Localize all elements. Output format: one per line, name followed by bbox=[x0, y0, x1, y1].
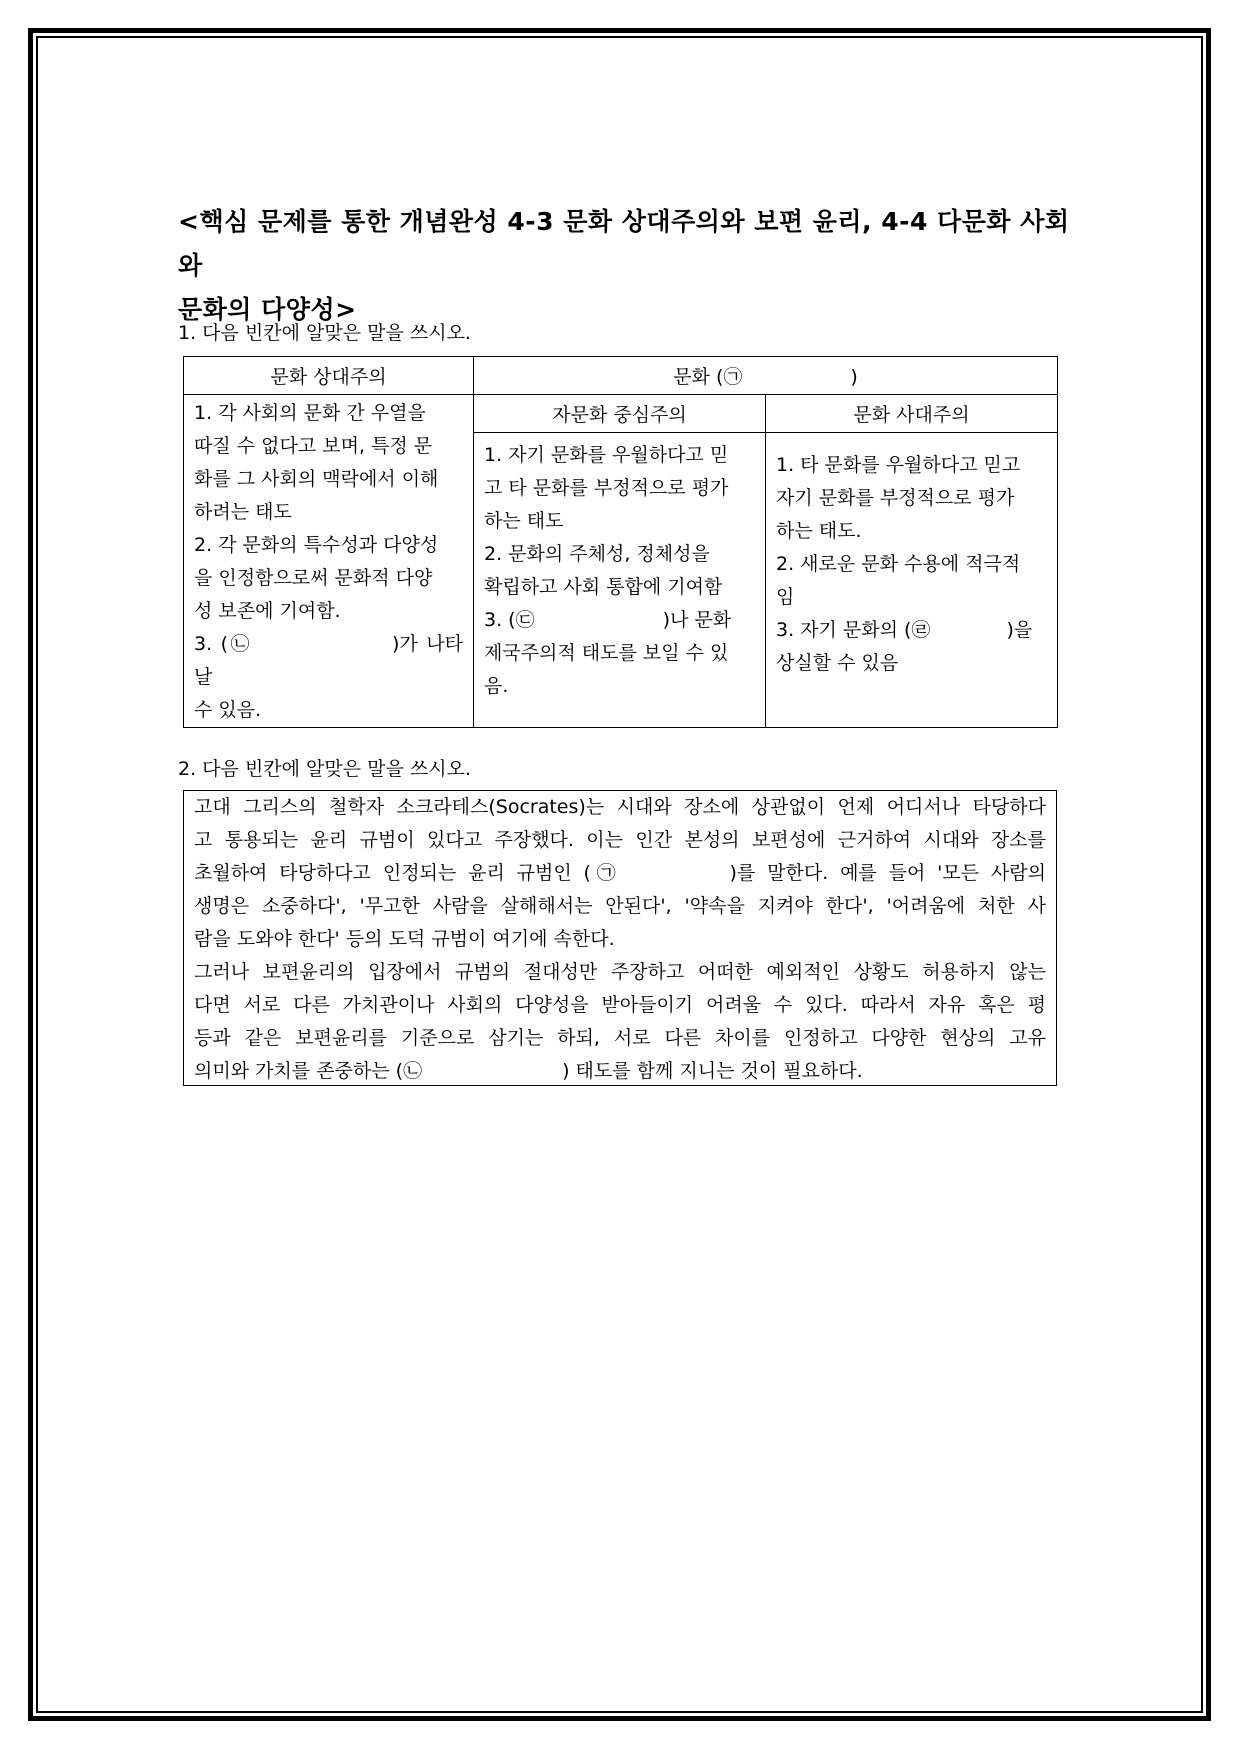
title-line-2: 문화의 다양성> bbox=[178, 295, 357, 324]
ethnocentrism-description: 1. 자기 문화를 우월하다고 믿 고 타 문화를 부정적으로 평가 하는 태도 2. 문화의 주체성, 정체성을 확립하고 사회 통합에 기여함 3. (㉢ )나 문화 제국주의적 태도를 보일 수 있 음. bbox=[474, 433, 766, 728]
universal-ethics-passage: 고대 그리스의 철학자 소크라테스(Socrates)는 시대와 장소에 상관없이 언제 어디서나 타당하다 고 통용되는 윤리 규범이 있다고 주장했다. 이는 인간 본성의 보편성에 근거하여 시대와 장소를 초월하여 타당하다고 인정되는 윤리 규범인 (㉠ )를 말한다. 예를 들어 '모든 사람의 생명은 소중하다', '무고한 사람을 살해해서는 안된다', '약속을 지켜야 한다', '어려움에 처한 사 람을 도와야 한다' 등의 도덕 규범이 여기에 속한다. 그러나 보편윤리의 입장에서 규범의 절대성만 주장하고 어떠한 예외적인 상황도 허용하지 않는 다면 서로 다른 가치관이나 사회의 다양성을 받아들이기 어려울 수 있다. 따라서 자유 혹은 평 등과 같은 보편윤리를 기준으로 삼기는 하되, 서로 다른 차이를 인정하고 다양한 현상의 고유 의미와 가치를 존중하는 (㉡ ) 태도를 함께 지니는 것이 필요하다. bbox=[183, 790, 1057, 1086]
blank-line-c: 3. (㉢ )나 문화 bbox=[484, 609, 732, 631]
blank-line-d: 3. 자기 문화의 (㉣ )을 bbox=[776, 619, 1033, 641]
blank-line-b2: 의미와 가치를 존중하는 (㉡ ) 태도를 함께 지니는 것이 필요하다. bbox=[194, 1060, 863, 1082]
title-line-1: <핵심 문제를 통한 개념완성 4-3 문화 상대주의와 보편 윤리, 4-4 다문화 사회와 bbox=[178, 207, 1070, 280]
header-cultural-toadyism: 문화 사대주의 bbox=[766, 395, 1058, 433]
question-1-label: 1. 다음 빈칸에 알맞은 말을 쓰시오. bbox=[178, 322, 471, 344]
header-culture-blank: 문화 (㉠ ) bbox=[474, 357, 1058, 395]
toadyism-description: 1. 타 문화를 우월하다고 믿고 자기 문화를 부정적으로 평가 하는 태도. 2. 새로운 문화 수용에 적극적 임 3. 자기 문화의 (㉣ )을 상실할 수 있음 bbox=[766, 433, 1058, 728]
blank-line-a: 초월하여 타당하다고 인정되는 윤리 규범인 (㉠ )를 말한다. 예를 들어 '모든 사람의 bbox=[194, 862, 1046, 884]
relativism-description: 1. 각 사회의 문화 간 우열을 따질 수 없다고 보며, 특정 문 화를 그 사회의 맥락에서 이해 하려는 태도 2. 각 문화의 특수성과 다양성 을 인정함으로써 문화적 다양 성 보존에 기여함. 3. (㉡ )가 나타날 수 있음. bbox=[184, 395, 474, 728]
culture-attitude-table bbox=[183, 356, 1058, 728]
header-cultural-relativism: 문화 상대주의 bbox=[184, 357, 474, 395]
blank-line-b: 3. (㉡ )가 나타날 bbox=[194, 633, 463, 688]
question-2-label: 2. 다음 빈칸에 알맞은 말을 쓰시오. bbox=[178, 758, 471, 780]
header-ethnocentrism: 자문화 중심주의 bbox=[474, 395, 766, 433]
page-title bbox=[178, 200, 1078, 332]
